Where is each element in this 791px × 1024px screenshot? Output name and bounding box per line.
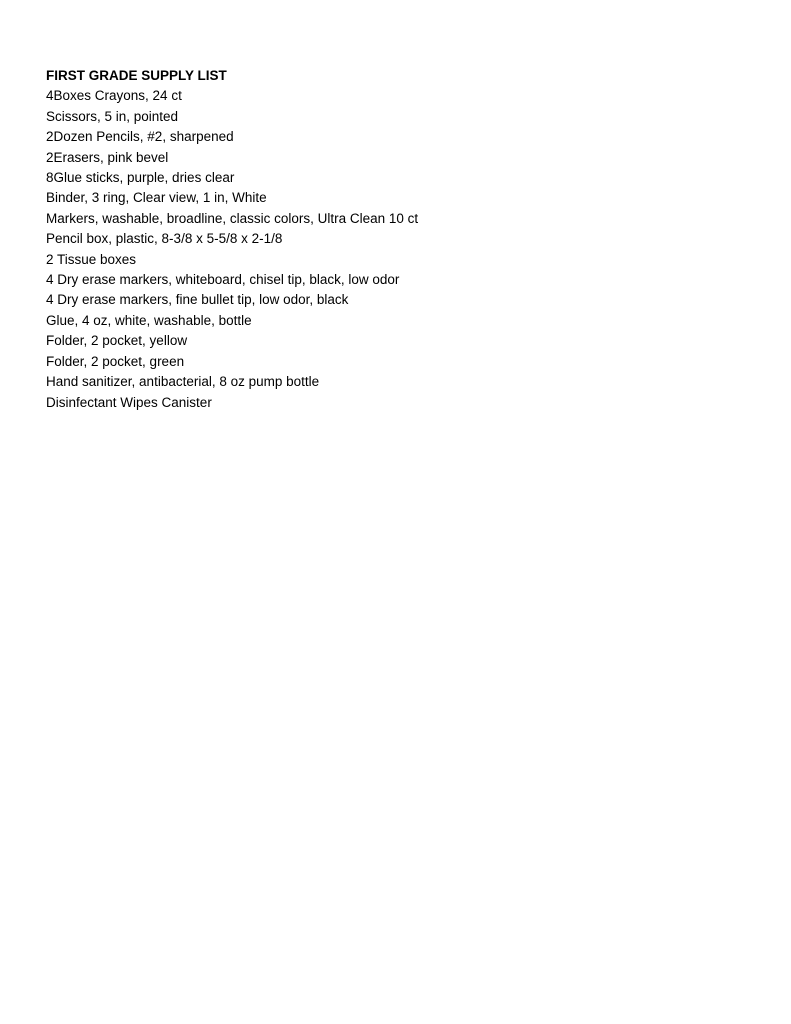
list-item: Scissors, 5 in, pointed	[46, 108, 179, 124]
list-item: Glue, 4 oz, white, washable, bottle	[46, 312, 252, 328]
list-item: 4 Dry erase markers, whiteboard, chisel tip, black, low odor	[46, 272, 400, 288]
supply-list-section	[46, 66, 766, 413]
list-item: 4Boxes Crayons, 24 ct	[46, 88, 182, 104]
list-item: Binder, 3 ring, Clear view, 1 in, White	[46, 190, 267, 206]
list-item: 2Erasers, pink bevel	[46, 149, 169, 165]
list-item: Pencil box, plastic, 8-3/8 x 5-5/8 x 2-1/8	[46, 231, 283, 247]
list-item: Markers, washable, broadline, classic colors, Ultra Clean 10 ct	[46, 210, 419, 226]
list-item: 4 Dry erase markers, fine bullet tip, low odor, black	[46, 292, 349, 308]
list-item: 2 Tissue boxes	[46, 251, 137, 267]
list-item: Folder, 2 pocket, yellow	[46, 333, 188, 349]
list-item: 8Glue sticks, purple, dries clear	[46, 170, 235, 186]
page-title: FIRST GRADE SUPPLY LIST	[46, 68, 227, 83]
supply-list	[46, 86, 766, 413]
list-item: Disinfectant Wipes Canister	[46, 394, 212, 410]
list-item: 2Dozen Pencils, #2, sharpened	[46, 129, 234, 145]
list-item: Hand sanitizer, antibacterial, 8 oz pump bottle	[46, 374, 320, 390]
list-item: Folder, 2 pocket, green	[46, 353, 185, 369]
